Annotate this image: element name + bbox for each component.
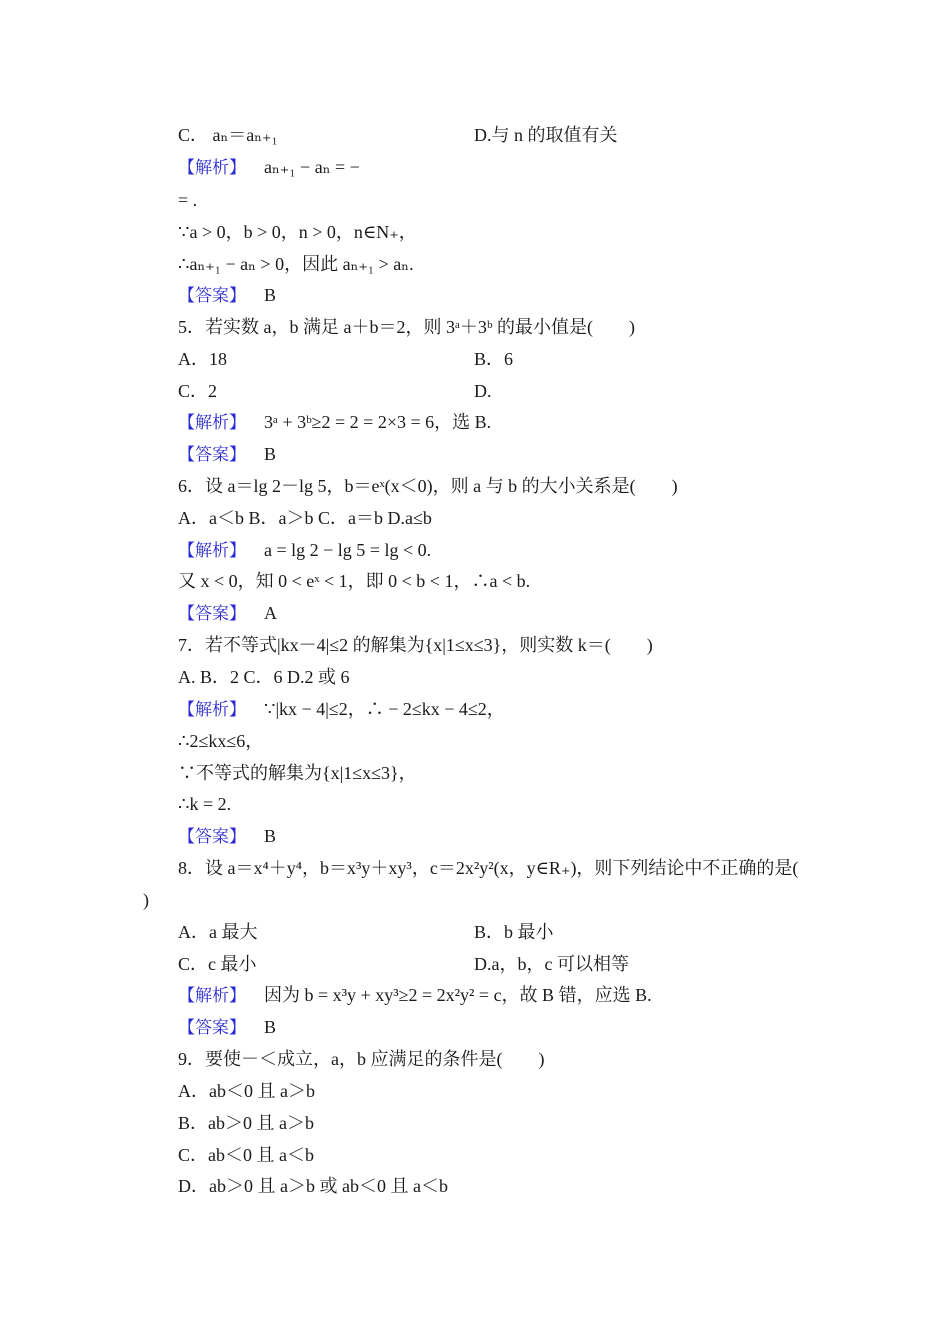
option-line: [178, 347, 227, 371]
answer-line: [178, 283, 276, 308]
answer-tag: 【答案】: [178, 286, 246, 305]
question-7: [178, 633, 653, 657]
answer-text: A: [264, 603, 277, 623]
question-8: [178, 856, 798, 880]
option-text: C．2: [178, 381, 218, 401]
text-line: [178, 220, 417, 244]
text-line: [178, 569, 530, 593]
option-line: [178, 952, 257, 976]
question-text: 7．若不等式|kx－4|≤2 的解集为{x|1≤x≤3}，则实数 k＝( ): [178, 635, 653, 655]
analysis-line: [178, 155, 360, 180]
text-line: [178, 188, 197, 212]
analysis-line: [178, 697, 505, 722]
option-text: C．c 最小: [178, 954, 257, 974]
answer-tag: 【答案】: [178, 445, 246, 464]
answer-tag: 【答案】: [178, 827, 246, 846]
analysis-tag: 【解析】: [178, 541, 246, 560]
option-text: D.与 n 的取值有关: [474, 125, 618, 145]
option-line: [178, 920, 258, 944]
line-text: ∴k = 2.: [178, 794, 232, 814]
answer-line: [178, 442, 276, 467]
question-text: 8．设 a＝x⁴＋y⁴，b＝x³y＋xy³，c＝2x²y²(x，y∈R₊)，则下列结论中不正确的是(: [178, 858, 799, 878]
analysis-tag: 【解析】: [178, 700, 246, 719]
line-text: ∴2≤kx≤6，: [178, 731, 264, 751]
question-text: 9．要使－＜成立，a，b 应满足的条件是( ): [178, 1049, 545, 1069]
line-text: 又 x < 0，知 0 < eˣ < 1，即 0 < b < 1，∴a < b.: [178, 571, 531, 591]
question-9: [178, 1047, 544, 1071]
text-line: [178, 792, 231, 816]
question-text: 6．设 a＝lg 2－lg 5，b＝eˣ(x＜0)，则 a 与 b 的大小关系是( ): [178, 476, 678, 496]
line-text: ): [143, 890, 149, 910]
analysis-text: a = lg 2 − lg 5 = lg < 0.: [264, 540, 432, 560]
answer-text: B: [264, 285, 277, 305]
answer-tag: 【答案】: [178, 604, 246, 623]
option-text: D.: [474, 381, 492, 401]
line-option-c: [178, 123, 278, 147]
option-text: D．ab＞0 且 a＞b 或 ab＜0 且 a＜b: [178, 1176, 448, 1196]
question-6: [178, 474, 678, 498]
option-line: [474, 379, 492, 403]
option-line: [474, 347, 513, 371]
option-text: B．6: [474, 349, 514, 369]
question-5: [178, 315, 635, 339]
question-text: 5．若实数 a，b 满足 a＋b＝2，则 3ᵃ＋3ᵇ 的最小值是( ): [178, 317, 635, 337]
analysis-tag: 【解析】: [178, 158, 246, 177]
answer-text: B: [264, 1017, 277, 1037]
option-line: [178, 379, 217, 403]
option-line: [178, 665, 350, 689]
line-text: ∴aₙ₊₁ − aₙ > 0，因此 aₙ₊₁ > aₙ.: [178, 254, 414, 274]
option-text: A．ab＜0 且 a＞b: [178, 1081, 315, 1101]
option-text: A．a＜b B．a＞b C．a＝b D.a≤b: [178, 508, 432, 528]
analysis-text: aₙ₊₁ − aₙ = −: [264, 157, 360, 177]
text-line: [178, 761, 417, 785]
option-text: C． aₙ＝aₙ₊₁: [178, 125, 278, 145]
answer-line: [178, 601, 277, 626]
analysis-tag: 【解析】: [178, 986, 246, 1005]
answer-tag: 【答案】: [178, 1018, 246, 1037]
text-line: [178, 729, 263, 753]
option-line: [178, 1174, 448, 1198]
line-text: = .: [178, 190, 198, 210]
option-text: A．a 最大: [178, 922, 258, 942]
option-line: [474, 952, 629, 976]
analysis-text: 3ᵃ + 3ᵇ≥2 = 2 = 2×3 = 6，选 B.: [264, 412, 492, 432]
answer-line: [178, 1015, 276, 1040]
line-option-d: [474, 123, 618, 147]
option-text: B．b 最小: [474, 922, 554, 942]
analysis-line: [178, 410, 491, 435]
option-text: B．ab＞0 且 a＞b: [178, 1113, 314, 1133]
option-line: [178, 1079, 315, 1103]
option-line: [474, 920, 554, 944]
option-line: [178, 1143, 314, 1167]
line-text: ∵不等式的解集为{x|1≤x≤3}，: [178, 763, 417, 783]
answer-text: B: [264, 826, 277, 846]
text-line: [178, 252, 414, 276]
line-text: ∵a > 0，b > 0，n > 0，n∈N₊，: [178, 222, 417, 242]
option-text: D.a，b，c 可以相等: [474, 954, 629, 974]
analysis-text: 因为 b = x³y + xy³≥2 = 2x²y² = c，故 B 错，应选 B.: [264, 985, 652, 1005]
option-line: [178, 506, 432, 530]
option-text: C．ab＜0 且 a＜b: [178, 1145, 314, 1165]
answer-line: [178, 824, 276, 849]
option-text: A. B．2 C．6 D.2 或 6: [178, 667, 350, 687]
analysis-line: [178, 538, 431, 563]
option-line: [178, 1111, 314, 1135]
answer-text: B: [264, 444, 277, 464]
option-text: A．18: [178, 349, 227, 369]
analysis-line: [178, 983, 652, 1008]
analysis-text: ∵|kx − 4|≤2，∴ − 2≤kx − 4≤2，: [264, 699, 505, 719]
analysis-tag: 【解析】: [178, 413, 246, 432]
text-line: [143, 888, 149, 912]
